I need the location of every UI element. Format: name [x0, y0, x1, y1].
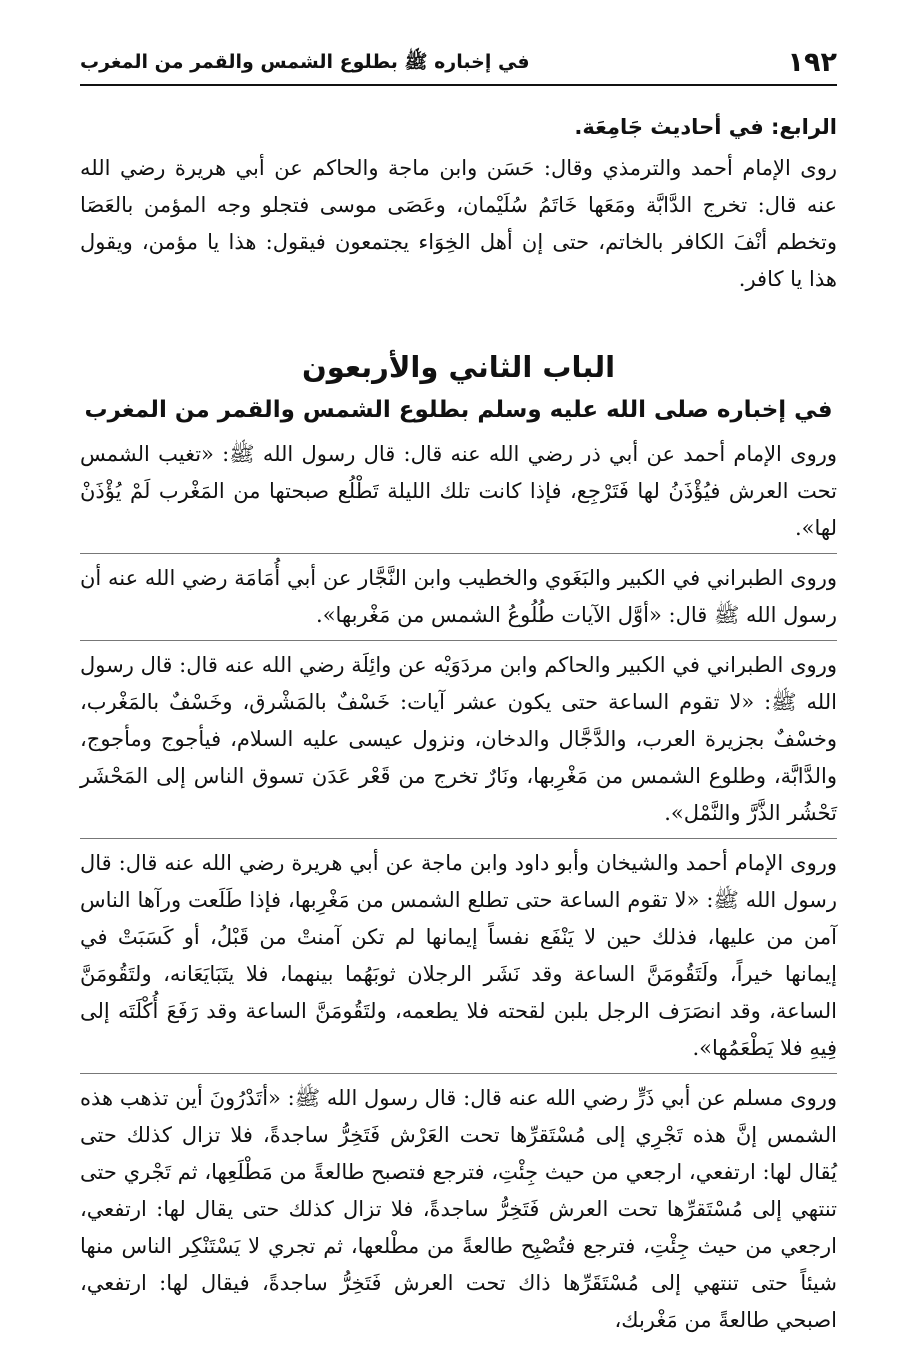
- chapter-title: الباب الثاني والأربعون: [301, 350, 616, 384]
- running-title: في إخباره ﷺ بطلوع الشمس والقمر من المغرب: [80, 51, 530, 73]
- page-content: [80, 108, 837, 1339]
- hadith-paragraph-2: وروى الطبراني في الكبير والبَغَوي والخطيب وابن النَّجَّار عن أبي أُمَامَة رضي الله عنه أن رسول الله ﷺ قال: «أوَّل الآيات طُلُوعُ الشمس من مَغْربها».: [80, 566, 837, 627]
- paragraph-divider: [80, 640, 837, 641]
- page-number: ١٩٢: [787, 47, 837, 78]
- section-four-paragraph: روى الإمام أحمد والترمذي وقال: حَسَن وابن ماجة والحاكم عن أبي هريرة رضي الله عنه قال: تخرج الدَّابَّة ومَعَها خَاتَمُ سُلَيْمان، وعَصَى موسى فتجلو وجه المؤمن بالعَصَا وتخطم أنْفَ الكافر بالخاتم، حتى إن أهل الخِوَاء يجتمعون فيقول: هذا يا مؤمن، ويقول هذا يا كافر.: [80, 156, 837, 291]
- paragraph-divider: [80, 1073, 837, 1074]
- paragraph-divider: [80, 553, 837, 554]
- section-four-title: الرابع: في أحاديث جَامِعَة.: [574, 115, 837, 139]
- hadith-paragraph-5: وروى مسلم عن أبي ذَرٍّ رضي الله عنه قال: قال رسول الله ﷺ: «أتَدْرُونَ أين تذهب هذه الشمس إنَّ هذه تَجْرِي إلى مُسْتَقرِّها تحت العَرْش فَتَخِرُّ ساجدةً، فلا تزال كذلك حتى يُقال لها: ارتفعي، ارجعي من حيث جِئْتِ، فترجع فتصبح طالعةً من مَطْلَعِها، ثم تَجْري حتى تنتهي إلى مُسْتَقرِّها تحت العرش فَتَخِرُّ ساجدةً، فلا تزال كذلك حتى يقال لها: ارتفعي، ارجعي من حيث جِئْتِ، فترجع فتُصْبِح طالعةً من مطْلعها، ثم تجري لا يَسْتَنْكِر الناس منها شيئاً حتى تنتهي إلى مُسْتَقَرِّها ذاك تحت العرش فَتَخِرُّ ساجدةً، فيقال لها: ارتفعي، اصبحي طالعةً من مَغْربك،: [80, 1086, 837, 1332]
- chapter-subtitle: في إخباره صلى الله عليه وسلم بطلوع الشمس والقمر من المغرب: [84, 397, 833, 423]
- hadith-paragraph-1: وروى الإمام أحمد عن أبي ذر رضي الله عنه قال: قال رسول الله ﷺ: «تغيب الشمس تحت العرش فيُؤْذَنُ لها فَتَرْجِع، فإذا كانت تلك الليلة تَطْلُع صبحتها من المَغْرب لَمْ يُؤْذَنْ لها».: [80, 442, 837, 540]
- hadith-paragraph-3: وروى الطبراني في الكبير والحاكم وابن مردَوَيْه عن وائِلَة رضي الله عنه قال: قال رسول الله ﷺ: «لا تقوم الساعة حتى يكون عشر آيات: خَسْفٌ بالمَشْرق، وخَسْفٌ بالمَغْرب، وخسْفٌ بجزيرة العرب، والدَّجَّال والدخان، ونزول عيسى عليه السلام، فيأجوج ومأجوج، والدَّابَّة، وطلوع الشمس من مَغْرِبها، ونَارٌ تخرج من قَعْر عَدَن تسوق الناس إلى المَحْشَر تَحْشُر الذَّرَّ والنَّمْل».: [80, 653, 837, 825]
- chapter-heading: [80, 344, 837, 430]
- running-header: [80, 30, 837, 86]
- paragraph-divider: [80, 838, 837, 839]
- hadith-paragraph-4: وروى الإمام أحمد والشيخان وأبو داود وابن ماجة عن أبي هريرة رضي الله عنه قال: قال رسول الله ﷺ: «لا تقوم الساعة حتى تطلع الشمس من مَغْرِبها، فإذا طَلَعت ورآها الناس آمن من عليها، فذلك حين لا يَنْفَع نفساً إيمانها لم تكن آمنتْ من قَبْلُ، أو كَسَبَتْ في إيمانها خيراً، ولَتَقُومَنَّ الساعة وقد نَشَر الرجلان ثوبَهُما بينهما، فلا يتَبَايَعَانه، ولتَقُومَنَّ الساعة، وقد انصَرَف الرجل بلبن لقحته فلا يطعمه، ولتَقُومَنَّ الساعة وقد رَفَعَ أُكْلَتَه إلى فِيهِ فلا يَطْعَمُها».: [80, 851, 837, 1060]
